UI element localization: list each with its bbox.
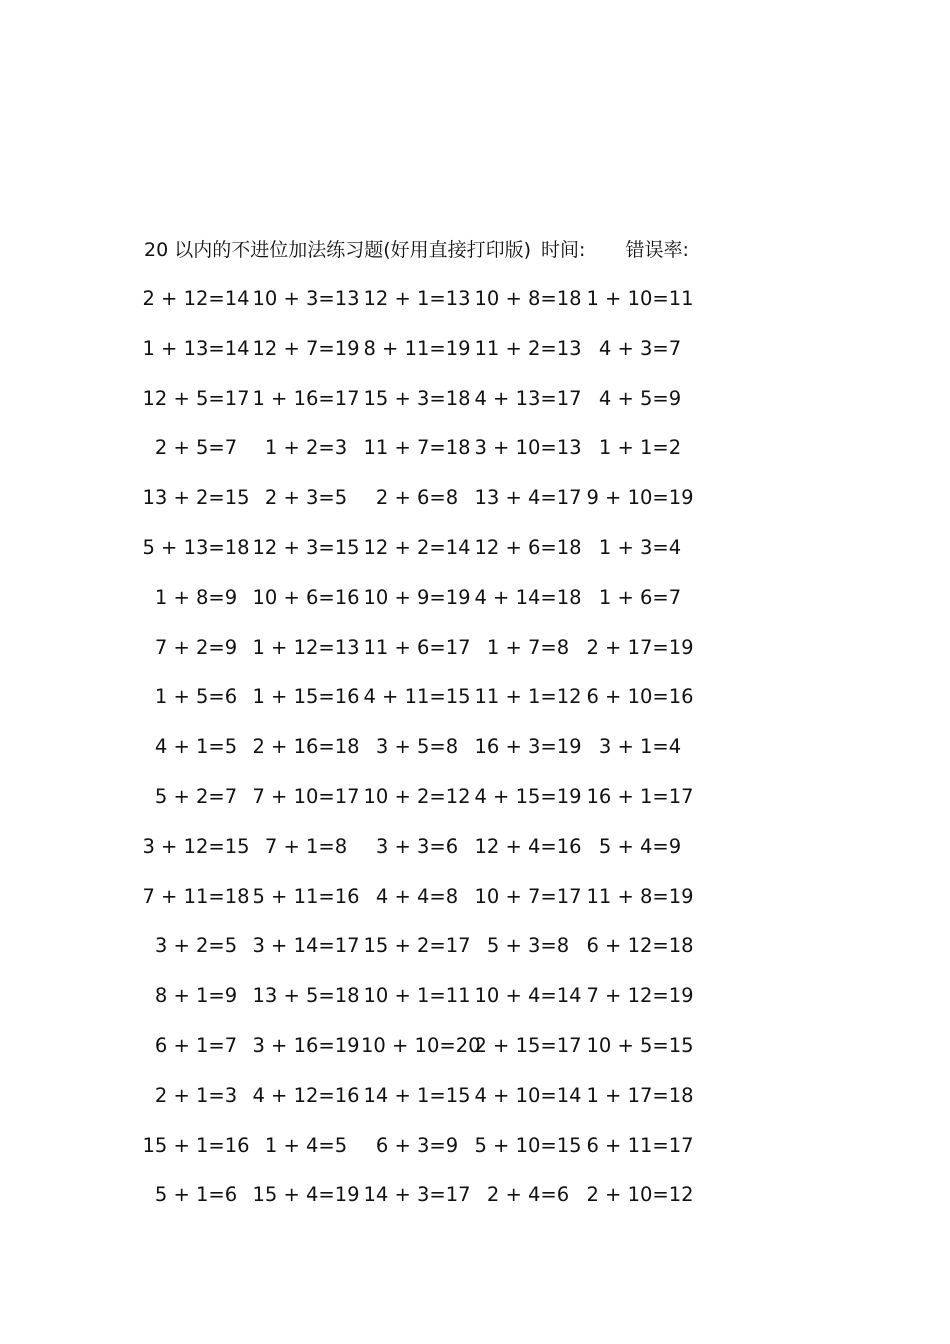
problem-row — [140, 682, 710, 732]
problem-cell: 6 + 10=16 — [586, 685, 694, 709]
problem-cell: 3 + 2=5 — [154, 934, 238, 958]
problem-cell: 3 + 12=15 — [142, 834, 250, 858]
problem-cell: 10 + 7=17 — [474, 884, 582, 908]
problem-cell: 12 + 1=13 — [363, 287, 471, 310]
problem-row — [140, 583, 710, 633]
problem-row — [140, 882, 710, 932]
problem-cell: 5 + 4=9 — [598, 834, 682, 858]
problem-cell: 7 + 10=17 — [252, 784, 360, 808]
problem-cell: 4 + 15=19 — [474, 784, 582, 808]
problem-cell: 8 + 1=9 — [154, 984, 238, 1008]
problem-cell: 7 + 12=19 — [586, 984, 694, 1008]
problem-cell: 12 + 5=17 — [142, 386, 250, 410]
problem-cell: 3 + 3=6 — [375, 834, 459, 858]
problem-cell: 1 + 15=16 — [252, 685, 360, 709]
problem-cell: 4 + 14=18 — [474, 585, 582, 609]
problem-cell: 4 + 4=8 — [375, 884, 459, 908]
problem-cell: 2 + 12=14 — [142, 287, 250, 310]
problem-cell: 6 + 1=7 — [154, 1033, 238, 1057]
problem-cell: 15 + 1=16 — [142, 1133, 250, 1157]
problem-cell: 4 + 11=15 — [363, 685, 471, 709]
problem-cell: 10 + 8=18 — [474, 287, 582, 310]
problem-row — [140, 633, 710, 683]
problem-cell: 1 + 13=14 — [142, 336, 250, 360]
problem-cell: 3 + 10=13 — [474, 436, 582, 460]
problem-cell: 16 + 1=17 — [586, 784, 694, 808]
problem-cell: 5 + 2=7 — [154, 784, 238, 808]
problem-row — [140, 981, 710, 1031]
problem-grid — [140, 284, 710, 1230]
problem-cell: 7 + 11=18 — [142, 884, 250, 908]
problem-cell: 14 + 1=15 — [363, 1083, 471, 1107]
problem-cell: 1 + 6=7 — [598, 585, 682, 609]
problem-cell: 12 + 3=15 — [252, 535, 360, 559]
problem-cell: 10 + 6=16 — [252, 585, 360, 609]
problem-row — [140, 284, 710, 334]
problem-cell: 2 + 15=17 — [474, 1033, 582, 1057]
problem-cell: 12 + 2=14 — [363, 535, 471, 559]
problem-cell: 12 + 7=19 — [252, 336, 360, 360]
title-main: 20 以内的不进位加法练习题(好用直接打印版) — [144, 239, 532, 261]
problem-cell: 2 + 5=7 — [154, 436, 238, 460]
problem-row — [140, 832, 710, 882]
problem-cell: 15 + 2=17 — [363, 934, 471, 958]
problem-row — [140, 384, 710, 434]
problem-cell: 2 + 16=18 — [252, 735, 360, 759]
problem-cell: 12 + 4=16 — [474, 834, 582, 858]
problem-cell: 10 + 4=14 — [474, 984, 582, 1008]
problem-cell: 1 + 16=17 — [252, 386, 360, 410]
problem-row — [140, 433, 710, 483]
problem-row — [140, 732, 710, 782]
time-label: 时间: — [541, 239, 586, 261]
problem-cell: 4 + 12=16 — [252, 1083, 360, 1107]
problem-cell: 10 + 3=13 — [252, 287, 360, 310]
problem-cell: 13 + 4=17 — [474, 486, 582, 510]
worksheet-title — [144, 236, 689, 264]
problem-cell: 11 + 6=17 — [363, 635, 471, 659]
problem-cell: 10 + 9=19 — [363, 585, 471, 609]
problem-row — [140, 334, 710, 384]
problem-cell: 11 + 8=19 — [586, 884, 694, 908]
problem-cell: 7 + 2=9 — [154, 635, 238, 659]
problem-cell: 13 + 2=15 — [142, 486, 250, 510]
problem-cell: 1 + 3=4 — [598, 535, 682, 559]
problem-cell: 16 + 3=19 — [474, 735, 582, 759]
problem-cell: 4 + 5=9 — [598, 386, 682, 410]
problem-cell: 9 + 10=19 — [586, 486, 694, 510]
problem-cell: 11 + 7=18 — [363, 436, 471, 460]
problem-cell: 7 + 1=8 — [264, 834, 348, 858]
problem-cell: 11 + 1=12 — [474, 685, 582, 709]
problem-cell: 2 + 17=19 — [586, 635, 694, 659]
problem-row — [140, 1131, 710, 1181]
problem-cell: 10 + 10=20 — [361, 1033, 481, 1057]
problem-cell: 8 + 11=19 — [363, 336, 471, 360]
problem-cell: 1 + 17=18 — [586, 1083, 694, 1107]
problem-cell: 3 + 16=19 — [252, 1033, 360, 1057]
problem-cell: 13 + 5=18 — [252, 984, 360, 1008]
problem-cell: 15 + 4=19 — [252, 1183, 360, 1207]
problem-cell: 6 + 3=9 — [375, 1133, 459, 1157]
problem-cell: 2 + 10=12 — [586, 1183, 694, 1207]
problem-cell: 10 + 1=11 — [363, 984, 471, 1008]
problem-cell: 1 + 8=9 — [154, 585, 238, 609]
problem-cell: 3 + 14=17 — [252, 934, 360, 958]
problem-cell: 4 + 3=7 — [598, 336, 682, 360]
problem-cell: 1 + 1=2 — [598, 436, 682, 460]
problem-row — [140, 533, 710, 583]
problem-cell: 14 + 3=17 — [363, 1183, 471, 1207]
problem-row — [140, 1031, 710, 1081]
problem-cell: 5 + 10=15 — [474, 1133, 582, 1157]
problem-row — [140, 483, 710, 533]
error-rate-label: 错误率: — [625, 239, 689, 261]
problem-cell: 3 + 1=4 — [598, 735, 682, 759]
problem-cell: 1 + 5=6 — [154, 685, 238, 709]
problem-cell: 2 + 6=8 — [375, 486, 459, 510]
problem-cell: 2 + 1=3 — [154, 1083, 238, 1107]
problem-cell: 1 + 10=11 — [586, 287, 694, 310]
problem-cell: 1 + 7=8 — [486, 635, 570, 659]
problem-cell: 4 + 10=14 — [474, 1083, 582, 1107]
problem-row — [140, 1081, 710, 1131]
problem-row — [140, 1180, 710, 1230]
problem-cell: 4 + 13=17 — [474, 386, 582, 410]
problem-cell: 1 + 12=13 — [252, 635, 360, 659]
problem-row — [140, 782, 710, 832]
problem-row — [140, 931, 710, 981]
problem-cell: 5 + 1=6 — [154, 1183, 238, 1207]
problem-cell: 2 + 3=5 — [264, 486, 348, 510]
problem-cell: 5 + 13=18 — [142, 535, 250, 559]
problem-cell: 1 + 2=3 — [264, 436, 348, 460]
problem-cell: 1 + 4=5 — [264, 1133, 348, 1157]
problem-cell: 6 + 11=17 — [586, 1133, 694, 1157]
problem-cell: 10 + 5=15 — [586, 1033, 694, 1057]
problem-cell: 15 + 3=18 — [363, 386, 471, 410]
problem-cell: 5 + 3=8 — [486, 934, 570, 958]
problem-cell: 3 + 5=8 — [375, 735, 459, 759]
problem-cell: 6 + 12=18 — [586, 934, 694, 958]
problem-cell: 11 + 2=13 — [474, 336, 582, 360]
problem-cell: 5 + 11=16 — [252, 884, 360, 908]
problem-cell: 10 + 2=12 — [363, 784, 471, 808]
problem-cell: 12 + 6=18 — [474, 535, 582, 559]
problem-cell: 2 + 4=6 — [486, 1183, 570, 1207]
problem-cell: 4 + 1=5 — [154, 735, 238, 759]
